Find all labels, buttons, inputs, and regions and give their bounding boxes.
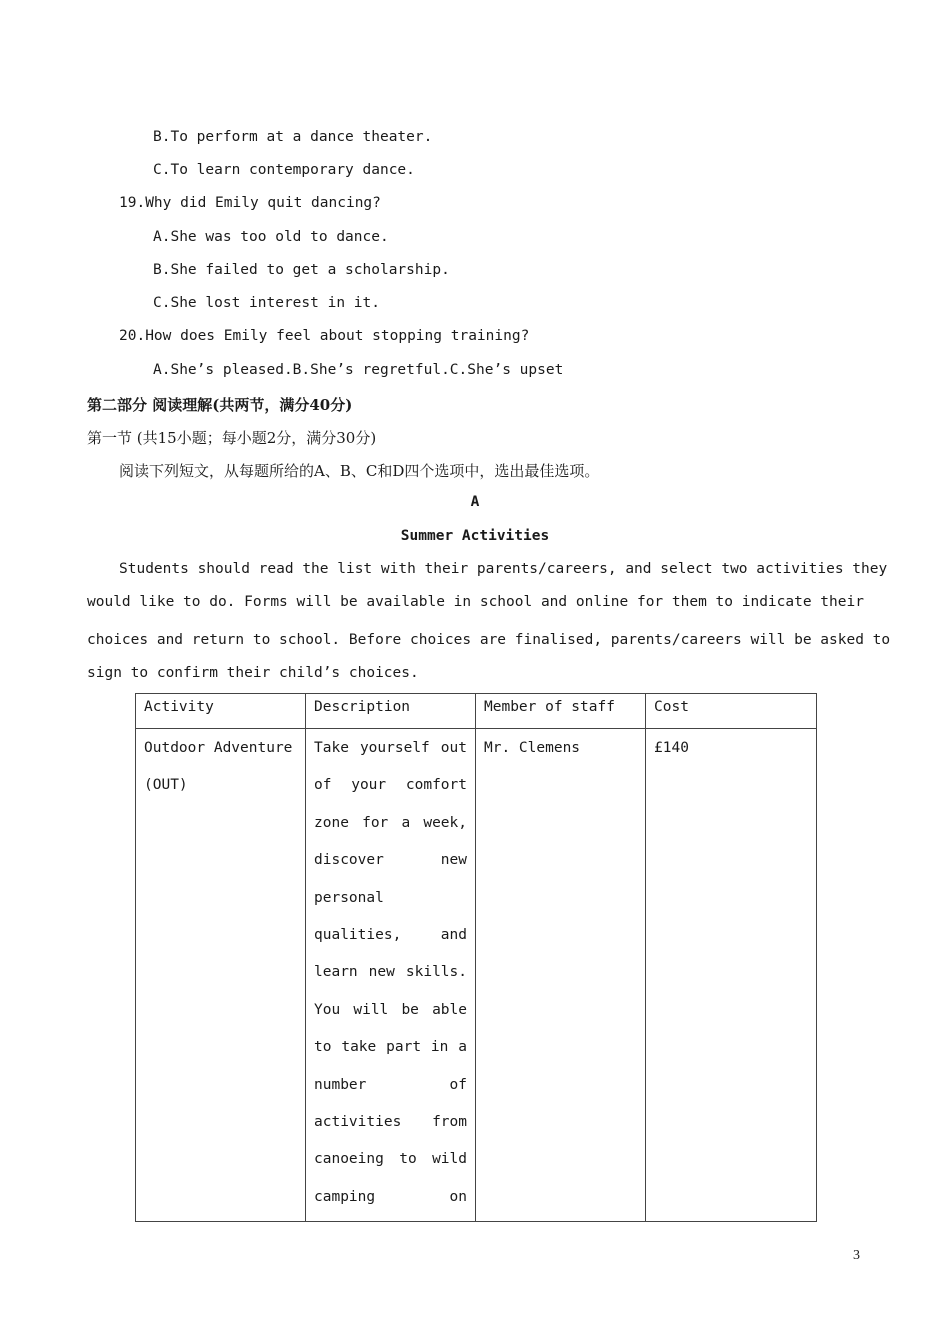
description-line: number of [314, 1076, 467, 1093]
activities-table [135, 693, 817, 1222]
description-line: to take part in a [314, 1039, 467, 1056]
section1-heading: 第一节 (共15小题；每小题2分，满分30分) [87, 429, 377, 447]
cost-cell [646, 729, 817, 1222]
q20-options: A.She’s pleased.B.She’s regretful.C.She’s upset [153, 362, 564, 378]
table-header-row [136, 694, 817, 729]
q18-option-b: B.To perform at a dance theater. [153, 129, 433, 145]
q19-option-c: C.She lost interest in it. [153, 295, 380, 311]
description-line: zone for a week, [314, 814, 467, 831]
q20-stem: 20.How does Emily feel about stopping training? [119, 328, 530, 344]
header-activity: Activity [136, 694, 306, 729]
header-member-of-staff: Member of staff [476, 694, 646, 729]
passage-line-4: sign to confirm their child’s choices. [87, 665, 419, 681]
description-line: personal [314, 889, 384, 906]
description-line: Take yourself out [314, 740, 467, 756]
staff-cell [476, 729, 646, 1222]
staff-name: Mr. Clemens [484, 740, 581, 756]
description-line: You will be able [314, 1001, 467, 1018]
header-cost: Cost [646, 694, 817, 729]
header-description: Description [306, 694, 476, 729]
q18-option-c: C.To learn contemporary dance. [153, 162, 415, 178]
page-number: 3 [853, 1248, 860, 1263]
description-line: activities from [314, 1113, 467, 1130]
description-line: camping on [314, 1188, 467, 1205]
description-line: qualities, and [314, 926, 467, 943]
activity-cell [136, 729, 306, 1222]
q19-option-b: B.She failed to get a scholarship. [153, 262, 450, 278]
passage-letter: A [470, 494, 480, 510]
activity-name: Outdoor Adventure [144, 740, 293, 756]
part2-heading: 第二部分 阅读理解(共两节，满分40分) [87, 396, 353, 414]
reading-instruction: 阅读下列短文，从每题所给的A、B、C和D四个选项中，选出最佳选项。 [119, 462, 600, 480]
description-line: canoeing to wild [314, 1151, 467, 1168]
passage-line-2: would like to do. Forms will be available in school and online for them to indicate their [87, 594, 864, 610]
q19-option-a: A.She was too old to dance. [153, 229, 389, 245]
passage-line-3: choices and return to school. Before choices are finalised, parents/careers will be asked to [87, 632, 891, 648]
description-line: learn new skills. [314, 964, 467, 981]
q19-stem: 19.Why did Emily quit dancing? [119, 195, 381, 211]
table-row [136, 729, 817, 1222]
cost-value: £140 [654, 740, 689, 756]
activity-code: (OUT) [144, 777, 188, 794]
description-cell [306, 729, 476, 1222]
description-line: discover new [314, 852, 467, 869]
passage-title: Summer Activities [400, 528, 550, 544]
passage-line-1: Students should read the list with their parents/careers, and select two activities they [119, 561, 888, 577]
description-line: of your comfort [314, 777, 467, 794]
